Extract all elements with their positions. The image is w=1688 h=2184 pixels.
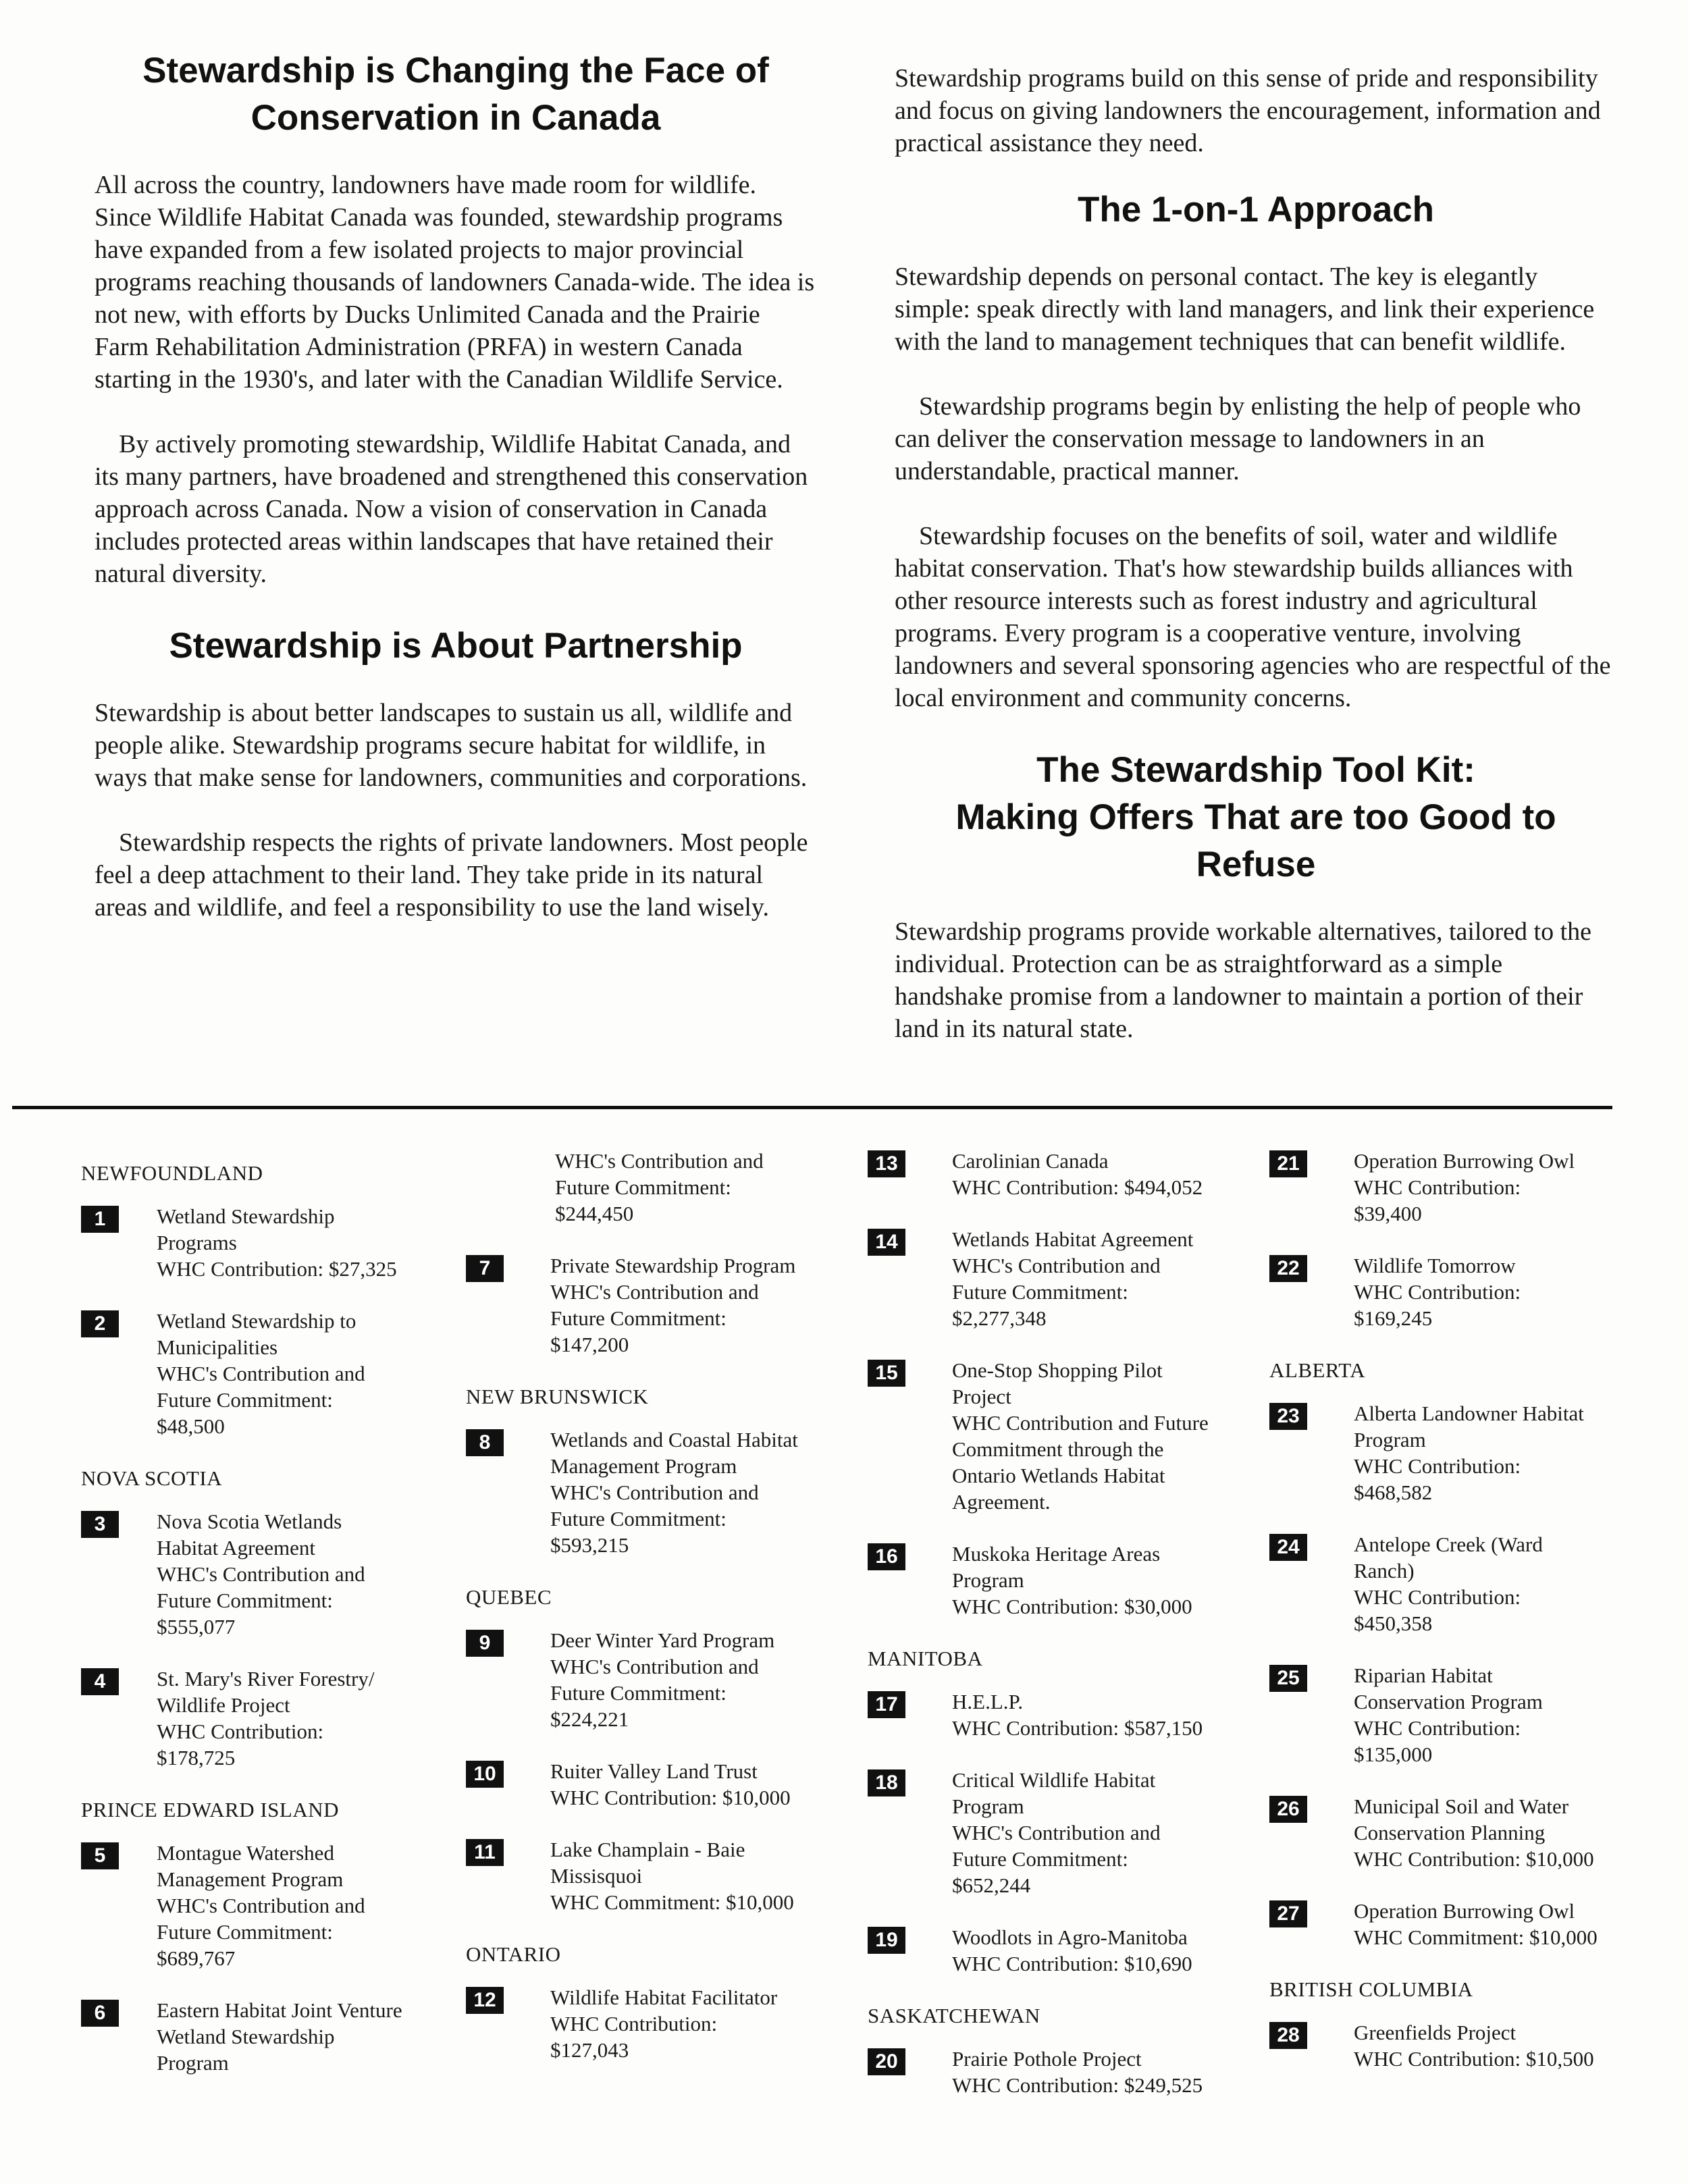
program-entry-1 <box>81 1203 459 1282</box>
program-entry-23 <box>1269 1400 1647 1506</box>
program-number-badge: 14 <box>868 1229 905 1256</box>
program-title: Municipal Soil and Water Conservation Planning <box>1354 1794 1569 1844</box>
program-contribution: WHC Contribution: $135,000 <box>1354 1716 1521 1766</box>
program-title: Woodlots in Agro-Manitoba <box>952 1925 1188 1949</box>
program-number-badge: 4 <box>81 1668 119 1695</box>
program-contribution: WHC Contribution: $178,725 <box>157 1720 324 1769</box>
program-number-badge: 23 <box>1269 1403 1307 1430</box>
program-contribution: WHC Contribution: $10,690 <box>952 1952 1192 1975</box>
paragraph-benefits-soil-water: Stewardship focuses on the benefits of soil, water and wildlife habitat conservation. That's how stewardship builds alliances with other resource interests such as forest industry and agricultural programs. Every program is a cooperative venture, involving landowners and several sponsoring agencies who are respectful of the local environment and community concerns. <box>895 522 1611 712</box>
region-british-columbia: BRITISH COLUMBIA <box>1269 1977 1473 2001</box>
program-entry-11 <box>466 1836 844 1915</box>
heading-partnership: Stewardship is About Partnership <box>169 626 743 666</box>
paragraph-enlisting-help: Stewardship programs begin by enlisting the help of people who can deliver the conservation message to landowners in an understandable, practical manner. <box>895 392 1581 485</box>
region-alberta: ALBERTA <box>1269 1358 1366 1382</box>
program-entry-2 <box>81 1308 459 1439</box>
program-entry-6 <box>81 1997 459 2076</box>
heading-1on1-approach: The 1-on-1 Approach <box>1077 190 1435 230</box>
program-number-badge: 2 <box>81 1310 119 1337</box>
article-right-column <box>895 62 1617 1077</box>
program-contribution: WHC's Contribution and Future Commitment: $555,077 <box>157 1562 365 1639</box>
paragraph-respects-rights: Stewardship respects the rights of private landowners. Most people feel a deep attachment to their land. They take pride in its natural areas and wildlife, and feel a responsibility to use the land wisely. <box>95 828 808 922</box>
program-title: Muskoka Heritage Areas Program <box>952 1542 1161 1592</box>
program-contribution: WHC Contribution: $587,150 <box>952 1716 1203 1740</box>
program-contribution: WHC's Contribution and Future Commitment: $224,221 <box>550 1655 759 1731</box>
program-number-badge: 17 <box>868 1691 905 1718</box>
program-entry-25 <box>1269 1662 1647 1767</box>
program-contribution: WHC Contribution: $169,245 <box>1354 1280 1521 1330</box>
program-entry-14 <box>868 1226 1246 1331</box>
program-number-badge: 20 <box>868 2048 905 2075</box>
program-title: Wetlands Habitat Agreement <box>952 1227 1194 1251</box>
program-entry-26 <box>1269 1793 1647 1872</box>
region-quebec: QUEBEC <box>466 1585 552 1609</box>
program-contribution: WHC Contribution: $30,000 <box>952 1595 1192 1618</box>
region-new-brunswick: NEW BRUNSWICK <box>466 1385 649 1408</box>
section-divider-rule <box>12 1106 1612 1109</box>
program-entry-16 <box>868 1541 1246 1620</box>
program-title: Operation Burrowing Owl <box>1354 1899 1575 1923</box>
program-entry-5 <box>81 1840 459 1971</box>
program-title: Wetlands and Coastal Habitat Management Program <box>550 1428 798 1478</box>
program-title: Carolinian Canada <box>952 1149 1109 1173</box>
program-number-badge: 26 <box>1269 1796 1307 1823</box>
region-manitoba: MANITOBA <box>868 1647 983 1670</box>
program-title: Wildlife Tomorrow <box>1354 1254 1516 1277</box>
program-contribution: WHC Contribution: $10,500 <box>1354 2047 1594 2071</box>
program-entry-9 <box>466 1627 844 1732</box>
program-title: Wetland Stewardship to Municipalities <box>157 1309 357 1359</box>
program-contribution: WHC's Contribution and Future Commitment: $593,215 <box>550 1481 759 1557</box>
program-contribution: WHC Contribution: $10,000 <box>1354 1847 1594 1871</box>
program-number-badge: 1 <box>81 1206 119 1233</box>
region-newfoundland: NEWFOUNDLAND <box>81 1161 263 1185</box>
program-entry-15 <box>868 1357 1246 1515</box>
program-number-badge: 11 <box>466 1839 504 1866</box>
program-title: Private Stewardship Program <box>550 1254 796 1277</box>
program-entry-3 <box>81 1508 459 1640</box>
program-entry-22 <box>1269 1252 1647 1331</box>
program-title: Montague Watershed Management Program <box>157 1841 344 1891</box>
program-title: Nova Scotia Wetlands Habitat Agreement <box>157 1510 342 1560</box>
paragraph-better-landscapes: Stewardship is about better landscapes to sustain us all, wildlife and people alike. Stewardship programs secure habitat for wildlife, in ways that make sense for landowners, communities and corporations. <box>95 699 808 792</box>
program-contribution: WHC Contribution: $494,052 <box>952 1175 1203 1199</box>
program-column-3 <box>868 1148 1246 2124</box>
program-entry-8 <box>466 1427 844 1558</box>
program-number-badge: 7 <box>466 1255 504 1282</box>
region-nova-scotia: NOVA SCOTIA <box>81 1466 223 1490</box>
program-contribution: WHC's Contribution and Future Commitment: $244,450 <box>555 1149 764 1225</box>
paragraph-promoting-stewardship: By actively promoting stewardship, Wildlife Habitat Canada, and its many partners, have broadened and strengthened this conservation approach across Canada. Now a vision of conservation in Canada includes protected areas within landscapes that have retained their natural diversity. <box>95 430 808 588</box>
program-entry-17 <box>868 1688 1246 1741</box>
program-title: Alberta Landowner Habitat Program <box>1354 1402 1584 1451</box>
program-title: Prairie Pothole Project <box>952 2047 1142 2071</box>
program-number-badge: 15 <box>868 1360 905 1387</box>
program-column-4 <box>1269 1148 1647 2098</box>
program-number-badge: 19 <box>868 1927 905 1954</box>
program-contribution: WHC Commitment: $10,000 <box>550 1890 794 1914</box>
program-title: St. Mary's River Forestry/ Wildlife Project <box>157 1667 375 1717</box>
program-title: Ruiter Valley Land Trust <box>550 1759 758 1783</box>
program-number-badge: 6 <box>81 2000 119 2027</box>
program-contribution: WHC's Contribution and Future Commitment: $2,277,348 <box>952 1254 1161 1330</box>
program-title: Lake Champlain - Baie Missisquoi <box>550 1838 745 1888</box>
program-entry-4 <box>81 1666 459 1771</box>
program-entry-27 <box>1269 1898 1647 1950</box>
program-contribution: WHC's Contribution and Future Commitment: $652,244 <box>952 1821 1161 1897</box>
program-title: Operation Burrowing Owl <box>1354 1149 1575 1173</box>
program-contribution: WHC's Contribution and Future Commitment: $689,767 <box>157 1894 365 1970</box>
program-number-badge: 27 <box>1269 1900 1307 1927</box>
region-saskatchewan: SASKATCHEWAN <box>868 2004 1040 2027</box>
paragraph-workable-alternatives: Stewardship programs provide workable alternatives, tailored to the individual. Protection can be as straightforward as a simple handshake promise from a landowner to maintain a portion of their land in its natural state. <box>895 917 1592 1043</box>
program-contribution: WHC Contribution and Future Commitment through the Ontario Wetlands Habitat Agreement. <box>952 1411 1209 1514</box>
program-entry-13 <box>868 1148 1246 1200</box>
program-entry-19 <box>868 1924 1246 1977</box>
program-title: Antelope Creek (Ward Ranch) <box>1354 1533 1543 1582</box>
program-contribution: WHC Contribution: $39,400 <box>1354 1175 1521 1225</box>
program-entry-6-continued <box>466 1148 844 1227</box>
program-title: Wetland Stewardship Programs <box>157 1204 335 1254</box>
program-title: Eastern Habitat Joint Venture Wetland Stewardship Program <box>157 1998 402 2075</box>
program-contribution: WHC's Contribution and Future Commitment: $147,200 <box>550 1280 759 1356</box>
program-contribution: WHC Contribution: $127,043 <box>550 2012 718 2062</box>
program-title: One-Stop Shopping Pilot Project <box>952 1358 1163 1408</box>
program-entry-20 <box>868 2046 1246 2098</box>
program-title: H.E.L.P. <box>952 1690 1024 1713</box>
heading-tool-kit: The Stewardship Tool Kit: Making Offers That are too Good to Refuse <box>955 750 1556 884</box>
program-number-badge: 5 <box>81 1842 119 1869</box>
program-title: Critical Wildlife Habitat Program <box>952 1768 1156 1818</box>
program-title: Deer Winter Yard Program <box>550 1628 775 1652</box>
program-column-2 <box>466 1148 844 2089</box>
program-entry-21 <box>1269 1148 1647 1227</box>
program-number-badge: 25 <box>1269 1665 1307 1692</box>
program-entry-28 <box>1269 2019 1647 2072</box>
program-number-badge: 12 <box>466 1987 504 2014</box>
program-title: Greenfields Project <box>1354 2021 1516 2044</box>
program-entry-18 <box>868 1767 1246 1898</box>
program-contribution: WHC Contribution: $27,325 <box>157 1257 397 1281</box>
program-contribution: WHC Contribution: $249,525 <box>952 2073 1203 2097</box>
region-ontario: ONTARIO <box>466 1942 561 1966</box>
program-contribution: WHC Contribution: $468,582 <box>1354 1454 1521 1504</box>
paragraph-across-country: All across the country, landowners have made room for wildlife. Since Wildlife Habitat Canada was founded, stewardship programs have expanded from a few isolated projects to major provincial programs reaching thousands of landowners Canada-wide. The idea is not new, with efforts by Ducks Unlimited Canada and the Prairie Farm Rehabilitation Administration (PRFA) in western Canada starting in the 1930's, and later with the Canadian Wildlife Service. <box>95 171 815 394</box>
program-number-badge: 3 <box>81 1511 119 1538</box>
program-number-badge: 8 <box>466 1429 504 1456</box>
program-entry-12 <box>466 1984 844 2063</box>
program-contribution: WHC Commitment: $10,000 <box>1354 1925 1598 1949</box>
program-number-badge: 21 <box>1269 1150 1307 1177</box>
program-contribution: WHC Contribution: $10,000 <box>550 1786 791 1809</box>
program-number-badge: 28 <box>1269 2022 1307 2049</box>
heading-changing-face: Stewardship is Changing the Face of Conservation in Canada <box>142 51 769 138</box>
program-number-badge: 16 <box>868 1543 905 1570</box>
program-number-badge: 24 <box>1269 1534 1307 1561</box>
program-number-badge: 10 <box>466 1761 504 1788</box>
program-contribution: WHC Contribution: $450,358 <box>1354 1585 1521 1635</box>
paragraph-personal-contact: Stewardship depends on personal contact. The key is elegantly simple: speak directly with land managers, and link their experience with the land to management techniques that can benefit wildlife. <box>895 263 1595 356</box>
program-contribution: WHC's Contribution and Future Commitment: $48,500 <box>157 1362 365 1438</box>
paragraph-build-on-pride: Stewardship programs build on this sense of pride and responsibility and focus on giving landowners the encouragement, information and practical assistance they need. <box>895 64 1601 157</box>
program-entry-10 <box>466 1758 844 1811</box>
program-number-badge: 18 <box>868 1769 905 1796</box>
program-entry-7 <box>466 1252 844 1358</box>
region-prince-edward-island: PRINCE EDWARD ISLAND <box>81 1798 339 1821</box>
program-number-badge: 22 <box>1269 1255 1307 1282</box>
program-entry-24 <box>1269 1531 1647 1636</box>
program-number-badge: 9 <box>466 1630 504 1657</box>
article-left-column <box>95 47 817 956</box>
program-title: Riparian Habitat Conservation Program <box>1354 1663 1543 1713</box>
program-title: Wildlife Habitat Facilitator <box>550 1986 778 2009</box>
program-number-badge: 13 <box>868 1150 905 1177</box>
program-column-1 <box>81 1148 459 2102</box>
